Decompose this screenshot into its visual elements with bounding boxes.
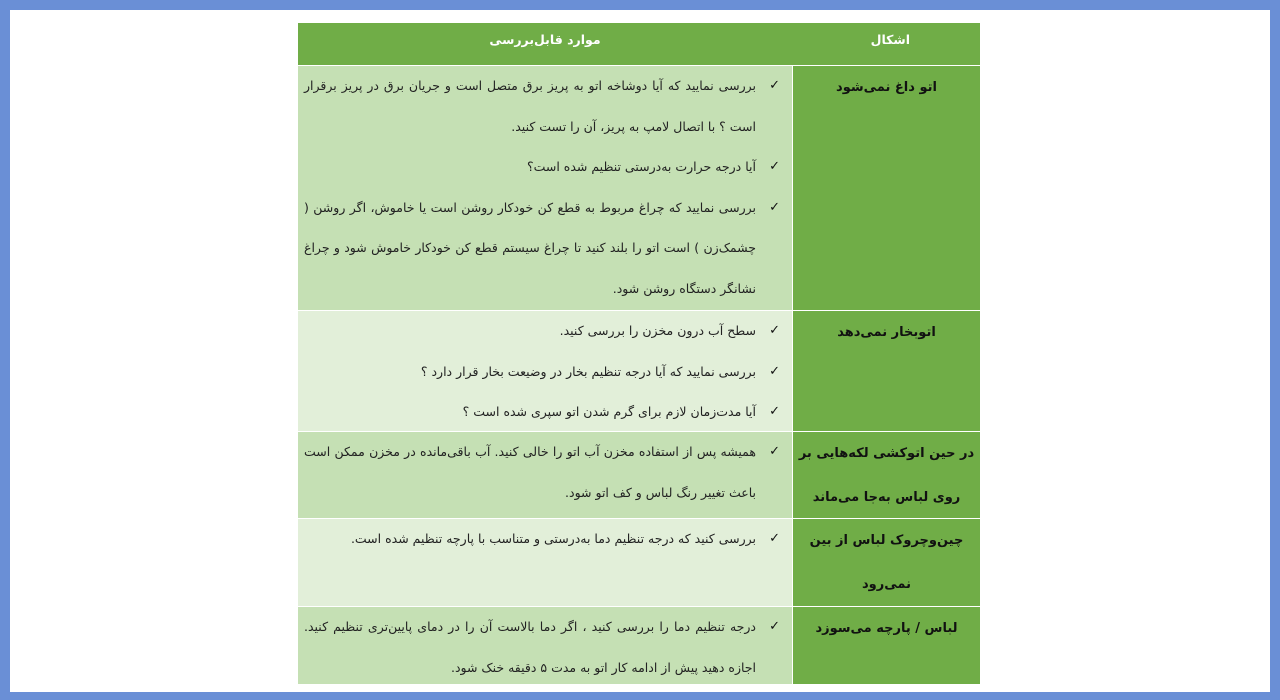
item-text: سطح آب درون مخزن را بررسی کنید. (559, 323, 756, 338)
item-text: درجه تنظیم دما را بررسی کنید ، اگر دما بالاست آن را در دمای پایین‌تری تنظیم کنید. اجازه دهید پیش از ادامه کار اتو به مدت ۵ دقیقه خنک شود. (304, 619, 756, 675)
checks-cell (298, 432, 792, 519)
list-item (304, 147, 780, 188)
list-item (304, 311, 780, 352)
checkmark-icon: ✓ (769, 531, 780, 546)
list-item (304, 66, 780, 147)
issue-cell: در حین اتوکشی لکه‌هایی بر روی لباس به‌جا می‌ماند (792, 432, 980, 519)
checkmark-icon: ✓ (769, 199, 780, 215)
troubleshooting-table (298, 23, 980, 685)
issue-cell: چین‌وچروک لباس از بین نمی‌رود (792, 519, 980, 607)
document-frame (10, 10, 1270, 692)
checks-cell (298, 607, 792, 685)
item-text: آیا مدت‌زمان لازم برای گرم شدن اتو سپری شده است ؟ (462, 404, 756, 419)
list-item (304, 432, 780, 513)
item-text: بررسی نمایید که چراغ مربوط به قطع کن خودکار روشن است یا خاموش، اگر روشن ( چشمک‌زن ) است اتو را بلند کنید تا چراغ سیستم قطع کن خودکار خاموش شود و چراغ نشانگر دستگاه روشن شود. (304, 199, 756, 296)
list-item (304, 188, 780, 310)
header-checks: موارد قابل‌بررسی (298, 23, 792, 66)
checkmark-icon: ✓ (769, 363, 780, 379)
item-text: بررسی نمایید که آیا درجه تنظیم بخار در وضیعت بخار قرار دارد ؟ (420, 363, 756, 379)
checks-cell (298, 519, 792, 607)
header-issue: اشکال (792, 23, 980, 66)
checkmark-icon: ✓ (769, 78, 780, 93)
issue-cell: اتوبخار نمی‌دهد (792, 311, 980, 432)
checkmark-icon: ✓ (769, 159, 780, 174)
issue-cell: اتو داغ نمی‌شود (792, 66, 980, 311)
item-text: بررسی کنید که درجه تنظیم دما به‌درستی و متناسب با پارچه تنظیم شده است. (350, 531, 756, 546)
checks-cell (298, 311, 792, 432)
checkmark-icon: ✓ (769, 323, 780, 338)
checkmark-icon: ✓ (769, 444, 780, 459)
checks-cell (298, 66, 792, 311)
issue-cell: لباس / پارچه می‌سوزد (792, 607, 980, 685)
item-text: همیشه پس از استفاده مخزن آب اتو را خالی کنید. آب باقی‌مانده در مخزن ممکن است باعث تغییر رنگ لباس و کف اتو شود. (304, 444, 756, 500)
checkmark-icon: ✓ (769, 404, 780, 419)
item-text: بررسی نمایید که آیا دوشاخه اتو به پریز برق متصل است و جریان برق در پریز برقرار است ؟ با اتصال لامپ به پریز، آن را تست کنید. (304, 78, 756, 134)
checkmark-icon: ✓ (769, 619, 780, 634)
list-item (304, 607, 780, 688)
list-item (304, 392, 780, 433)
list-item (304, 352, 780, 393)
item-text: آیا درجه حرارت به‌درستی تنظیم شده است؟ (526, 159, 756, 174)
list-item (304, 519, 780, 560)
